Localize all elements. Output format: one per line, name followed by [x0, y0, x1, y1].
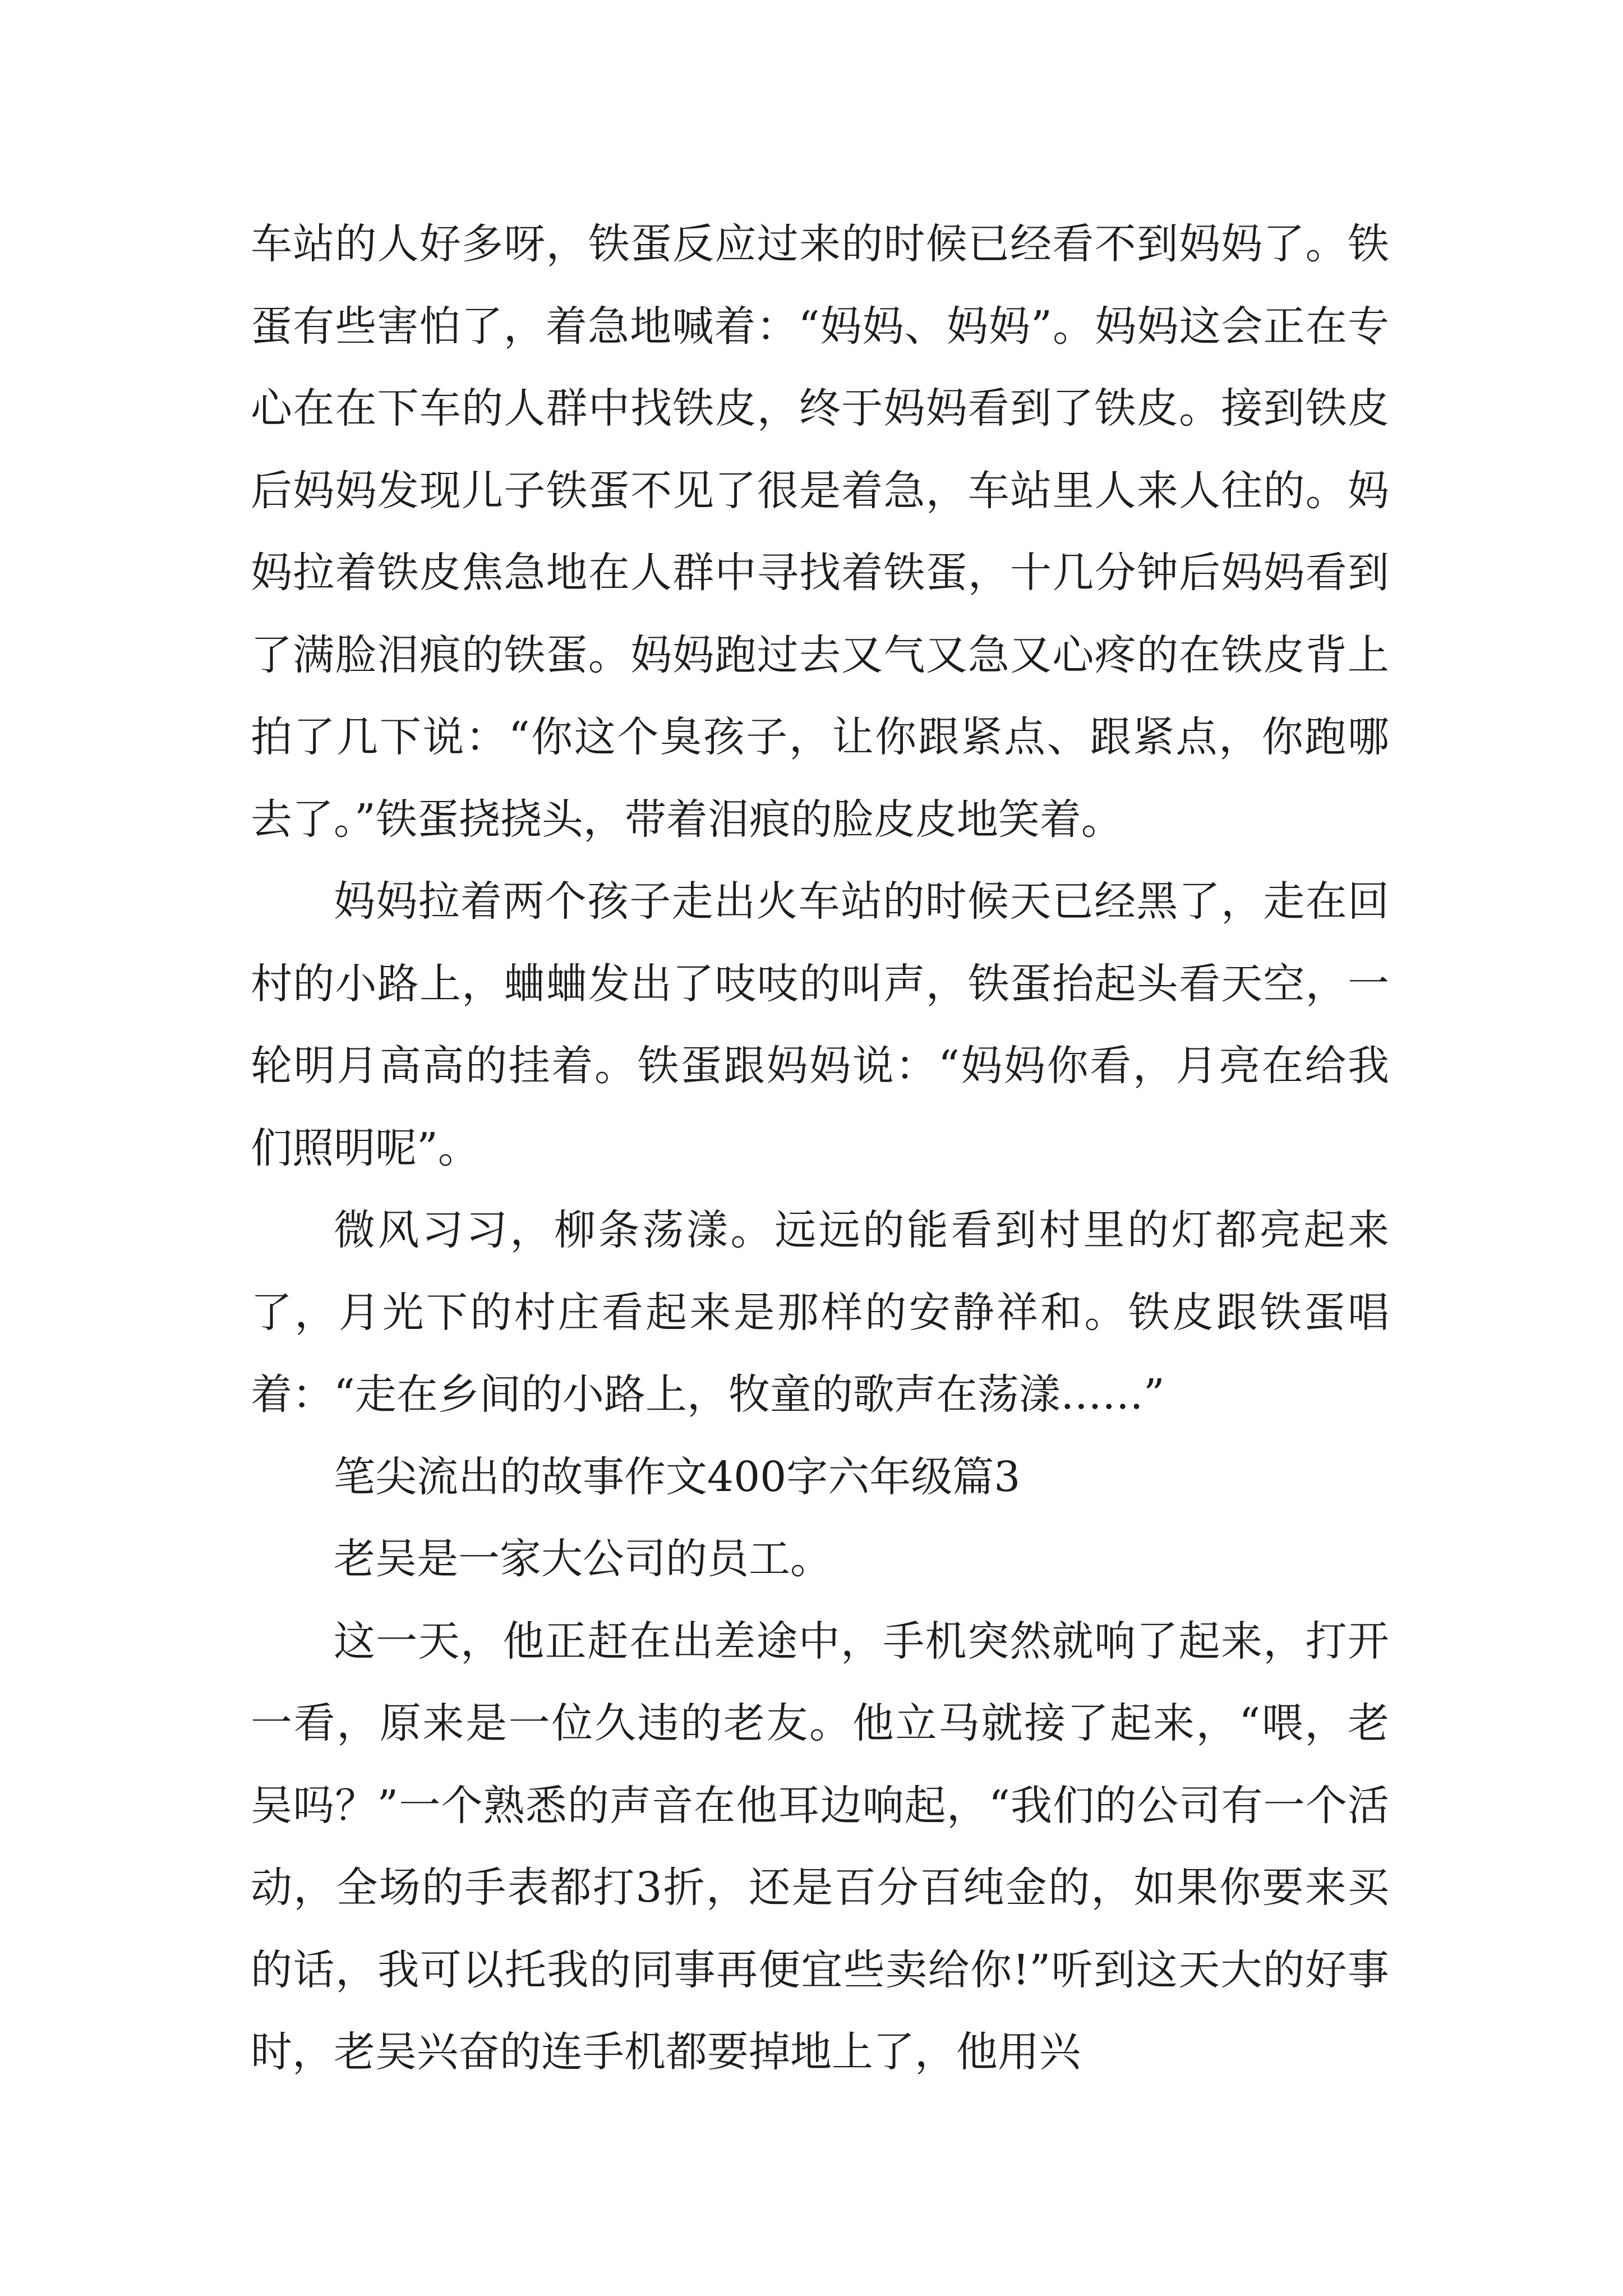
section-heading: 笔尖流出的故事作文400字六年级篇3: [334, 1452, 1021, 1501]
paragraph: 车站的人好多呀，铁蛋反应过来的时候已经看不到妈妈了。铁蛋有些害怕了，着急地喊着：“妈妈、妈妈”。妈妈这会正在专心在在下车的人群中找铁皮，终于妈妈看到了铁皮。接到铁皮后妈妈发现儿子铁蛋不见了很是着急，车站里人来人往的。妈妈拉着铁皮焦急地在人群中寻找着铁蛋，十几分钟后妈妈看到了满脸泪痕的铁蛋。妈妈跑过去又气又急又心疼的在铁皮背上拍了几下说：“你这个臭孩子，让你跟紧点、跟紧点，你跑哪去了。”铁蛋挠挠头，带着泪痕的脸皮皮地笑着。: [251, 220, 1389, 844]
paragraph: 这一天，他正赶在出差途中，手机突然就响了起来，打开一看，原来是一位久违的老友。他立马就接了起来，“喂，老吴吗？”一个熟悉的声音在他耳边响起，“我们的公司有一个活动，全场的手表都打3折，还是百分百纯金的，如果你要来买的话，我可以托我的同事再便宜些卖给你!”听到这天大的好事时，老吴兴奋的连手机都要掉地上了，他用兴: [251, 1617, 1389, 2076]
paragraph: 妈妈拉着两个孩子走出火车站的时候天已经黑了，走在回村的小路上，蛐蛐发出了吱吱的叫声，铁蛋抬起头看天空，一轮明月高高的挂着。铁蛋跟妈妈说：“妈妈你看，月亮在给我们照明呢”。: [251, 877, 1389, 1172]
document-body: [251, 203, 1389, 2093]
paragraph: 老吴是一家大公司的员工。: [334, 1535, 832, 1583]
paragraph: 微风习习，柳条荡漾。远远的能看到村里的灯都亮起来了，月光下的村庄看起来是那样的安静祥和。铁皮跟铁蛋唱着：“走在乡间的小路上，牧童的歌声在荡漾……”: [251, 1206, 1389, 1419]
